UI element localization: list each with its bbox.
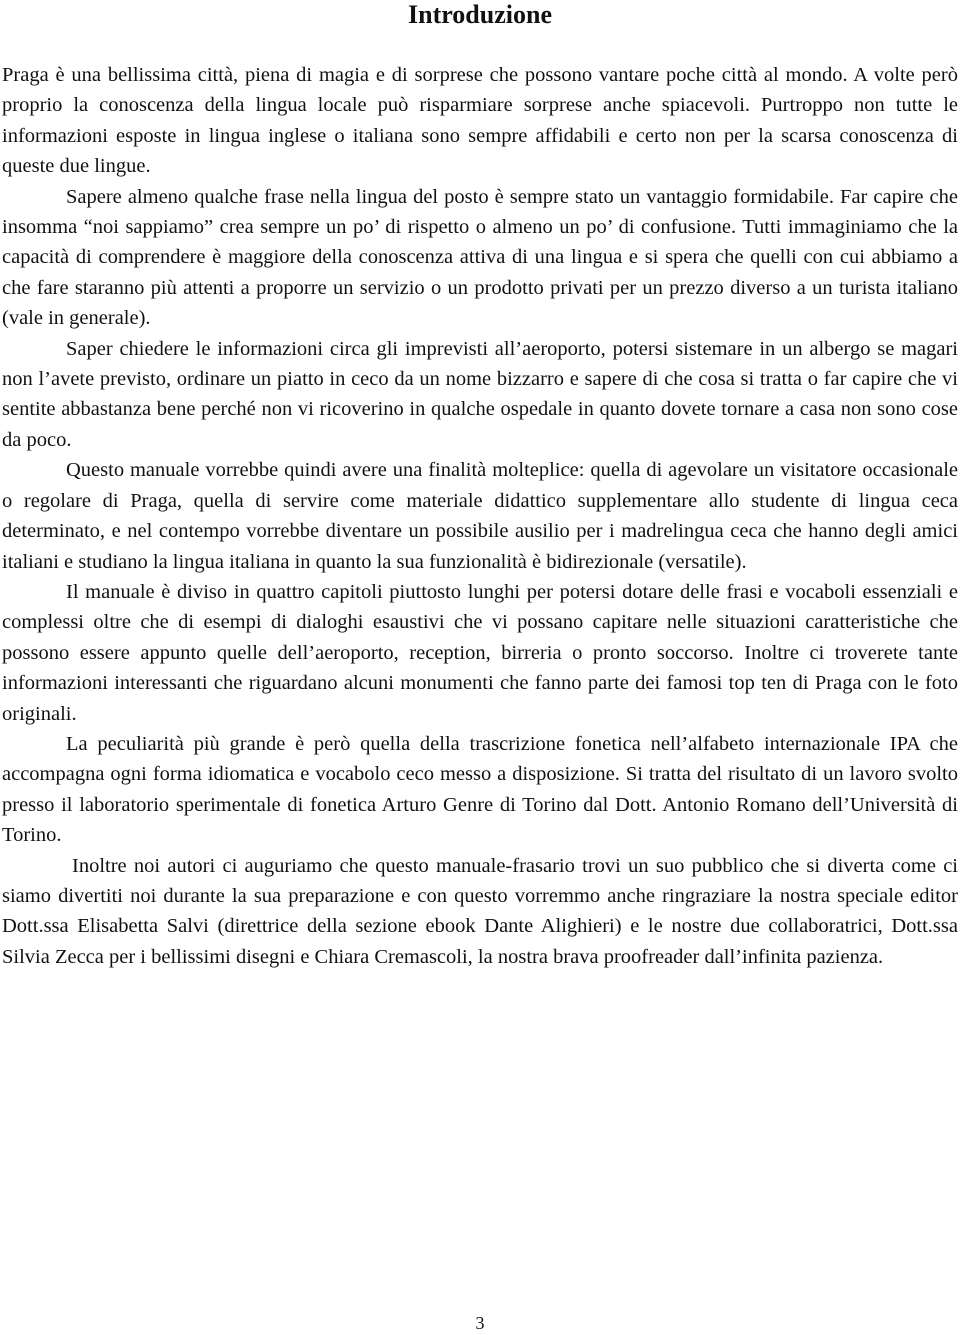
- paragraph-acknowledgements: Inoltre noi autori ci auguriamo che questo manuale-frasario trovi un suo pubblico che si diverta come ci siamo divertiti noi durante la sua preparazione e con questo vorremmo anche ringraziare la nostra speciale editor Dott.ssa Elisabetta Salvi (direttrice della sezione ebook Dante Alighieri) e le nostre due collaboratrici, Dott.ssa Silvia Zecca per i bellissimi disegni e Chiara Cremascoli, la nostra brava proofreader dall’infinita pazienza.: [2, 854, 958, 968]
- paragraph-situations: Saper chiedere le informazioni circa gli imprevisti all’aeroporto, potersi sistemare in un albergo se magari non l’avete previsto, ordinare un piatto in ceco da un nome bizzarro e sapere di che cosa si tratta o far capire che vi sentite abbastanza bene perché non vi ricoverino in qualche ospedale in quanto dovete tornare a casa non sono cose da poco.: [2, 337, 958, 451]
- paragraph-purpose: Questo manuale vorrebbe quindi avere una finalità molteplice: quella di agevolare un visitatore occasionale o regolare di Praga, quella di servire come materiale didattico supplementare allo studente di lingua ceca determinato, e nel contempo vorrebbe diventare un possibile ausilio per i madrelingua ceca che hanno degli amici italiani e studiano la lingua italiana in quanto la sua funzionalità è bidirezionale (versatile).: [2, 459, 958, 573]
- paragraph-intro: Praga è una bellissima città, piena di magia e di sorprese che possono vantare poche città al mondo. A volte però proprio la conoscenza della lingua locale può risparmiare sorprese anche spiacevoli. Purtroppo non tutte le informazioni esposte in lingua inglese o italiana sono sempre affidabili e certo non per la scarsa conoscenza di queste due lingue.: [2, 64, 958, 178]
- paragraph-structure: Il manuale è diviso in quattro capitoli piuttosto lunghi per potersi dotare delle frasi e vocaboli essenziali e complessi oltre che di esempi di dialoghi esaustivi che vi possano capitare nelle situazioni caratteristiche che possono essere appunto quelle dell’aeroporto, reception, birreria o pronto soccorso. Inoltre ci troverete tante informazioni interessanti che riguardano alcuni monumenti che fanno parte dei famosi top ten di Praga con le foto originali.: [2, 580, 958, 725]
- paragraph-phrases: Sapere almeno qualche frase nella lingua del posto è sempre stato un vantaggio formidabile. Far capire che insomma “noi sappiamo” crea sempre un po’ di rispetto o almeno un po’ di confusione. Tutti immaginiamo che la capacità di comprendere è maggiore della conoscenza attiva di una lingua e si spera che quelli con cui abbiamo a che fare staranno più attenti a proporre un servizio o un prodotto privati per un prezzo diverso a un turista italiano (vale in generale).: [2, 185, 958, 330]
- body-text: [2, 60, 958, 972]
- page-title: Introduzione: [408, 0, 552, 29]
- page-number: 3: [475, 1313, 485, 1333]
- paragraph-phonetics: La peculiarità più grande è però quella della trascrizione fonetica nell’alfabeto internazionale IPA che accompagna ogni forma idiomatica e vocabolo ceco messo a disposizione. Si tratta del risultato di un lavoro svolto presso il laboratorio sperimentale di fonetica Arturo Genre di Torino dal Dott. Antonio Romano dell’Università di Torino.: [2, 732, 958, 847]
